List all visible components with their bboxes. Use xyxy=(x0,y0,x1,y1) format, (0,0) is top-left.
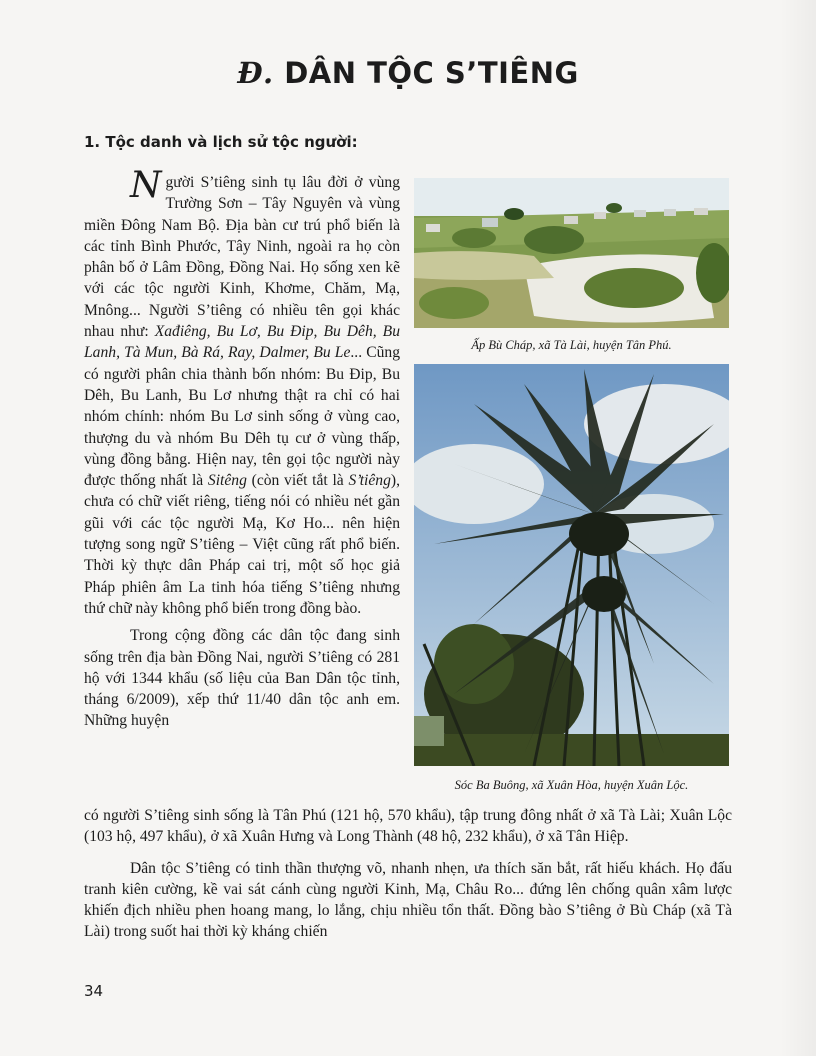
palm-photo-image xyxy=(414,364,729,766)
caption-photo-2: Sóc Ba Buông, xã Xuân Hòa, huyện Xuân Lộc. xyxy=(454,778,689,792)
page-title xyxy=(0,56,816,90)
village-photo-image xyxy=(414,178,729,328)
photo-village xyxy=(414,178,729,328)
p1-names: Xađiêng, Bu Lơ, Bu Đip, Bu Dêh, Bu Lanh, Tà Mun, Bà Rá, Ray, Dalmer, Bu Le xyxy=(84,323,400,362)
left-column xyxy=(84,165,400,732)
title-letter: Đ. xyxy=(237,56,274,90)
paragraph-3: Dân tộc S’tiêng có tinh thần thượng võ, nhanh nhẹn, ưa thích săn bắt, rất hiếu khách. Họ đấu tranh kiên cường, kề vai sát cánh cùng người Kinh, Mạ, Châu Ro... đứng lên chống quân xâm lược khiến địch nhiều phen hoang mang, lo lắng, chịu nhiều tổn thất. Đồng bào S’tiêng ở Bù Cháp (xã Tà Lài) trong suốt hai thời kỳ kháng chiến xyxy=(84,859,732,941)
section-heading: 1. Tộc danh và lịch sử tộc người: xyxy=(84,133,358,151)
p1-siteng: Sitêng xyxy=(207,472,247,490)
drop-cap: N xyxy=(130,165,162,206)
p1-text-a: gười S’tiêng sinh tụ lâu đời ở vùng Trường Sơn – Tây Nguyên và vùng miền Đông Nam Bộ. Địa bàn cư trú phổ biến là các tỉnh Bình Phước, Tây Ninh, ngoài ra họ còn phân bố ở Lâm Đồng, Đồng Nai. Họ sống xen kẽ với các tộc người Kinh, Khơme, Chăm, Mạ, Mnông... Người S’tiêng có nhiều tên gọi khác nhau như: xyxy=(84,174,400,341)
paragraph-2-continued: có người S’tiêng sinh sống là Tân Phú (121 hộ, 570 khẩu), tập trung đông nhất ở xã Tà Lài; Xuân Lộc (103 hộ, 497 khẩu), ở xã Xuân Hưng và Long Thành (48 hộ, 232 khẩu), ở xã Tân Hiệp. xyxy=(84,807,732,846)
paragraph-1 xyxy=(84,165,400,619)
paragraph-2: Trong cộng đồng các dân tộc đang sinh sống trên địa bàn Đồng Nai, người S’tiêng có 281 hộ với 1344 khẩu (số liệu của Ban Dân tộc tỉnh, tháng 6/2009), xếp thứ 11/40 dân tộc anh em. Những huyện xyxy=(84,627,400,730)
p1-stieng: S’tiêng xyxy=(348,472,391,490)
caption-photo-1: Ấp Bù Cháp, xã Tà Lài, huyện Tân Phú. xyxy=(471,338,672,352)
photo-palm xyxy=(414,364,729,766)
p1-text-d: ), chưa có chữ viết riêng, tiếng nói có nhiều nét gần gũi với các tộc người Mạ, Kơ Ho... nên hiện tượng song ngữ S’tiêng – Việt cũng rất phổ biến. Thời kỳ thực dân Pháp cai trị, một số học giả Pháp phiên âm La tinh hóa tiếng S’tiêng nhưng thứ chữ này không phổ biến trong đồng bào. xyxy=(84,472,400,617)
title-text: DÂN TỘC S’TIÊNG xyxy=(273,56,579,90)
page-edge-shadow xyxy=(780,0,816,1056)
p1-text-b: ... Cũng có người phân chia thành bốn nhóm: Bu Đip, Bu Dêh, Bu Lanh, Bu Lơ nhưng thật ra chỉ có hai nhóm chính: nhóm Bu Lơ sinh sống ở vùng cao, thượng du và nhóm Bu Dêh tụ cư ở vùng thấp, vùng đồng bằng. Hiện nay, tên gọi tộc người này được thống nhất là xyxy=(84,344,400,490)
page-number: 34 xyxy=(84,982,104,1000)
p1-text-c: (còn viết tắt là xyxy=(246,472,349,490)
full-width-text xyxy=(84,805,732,943)
